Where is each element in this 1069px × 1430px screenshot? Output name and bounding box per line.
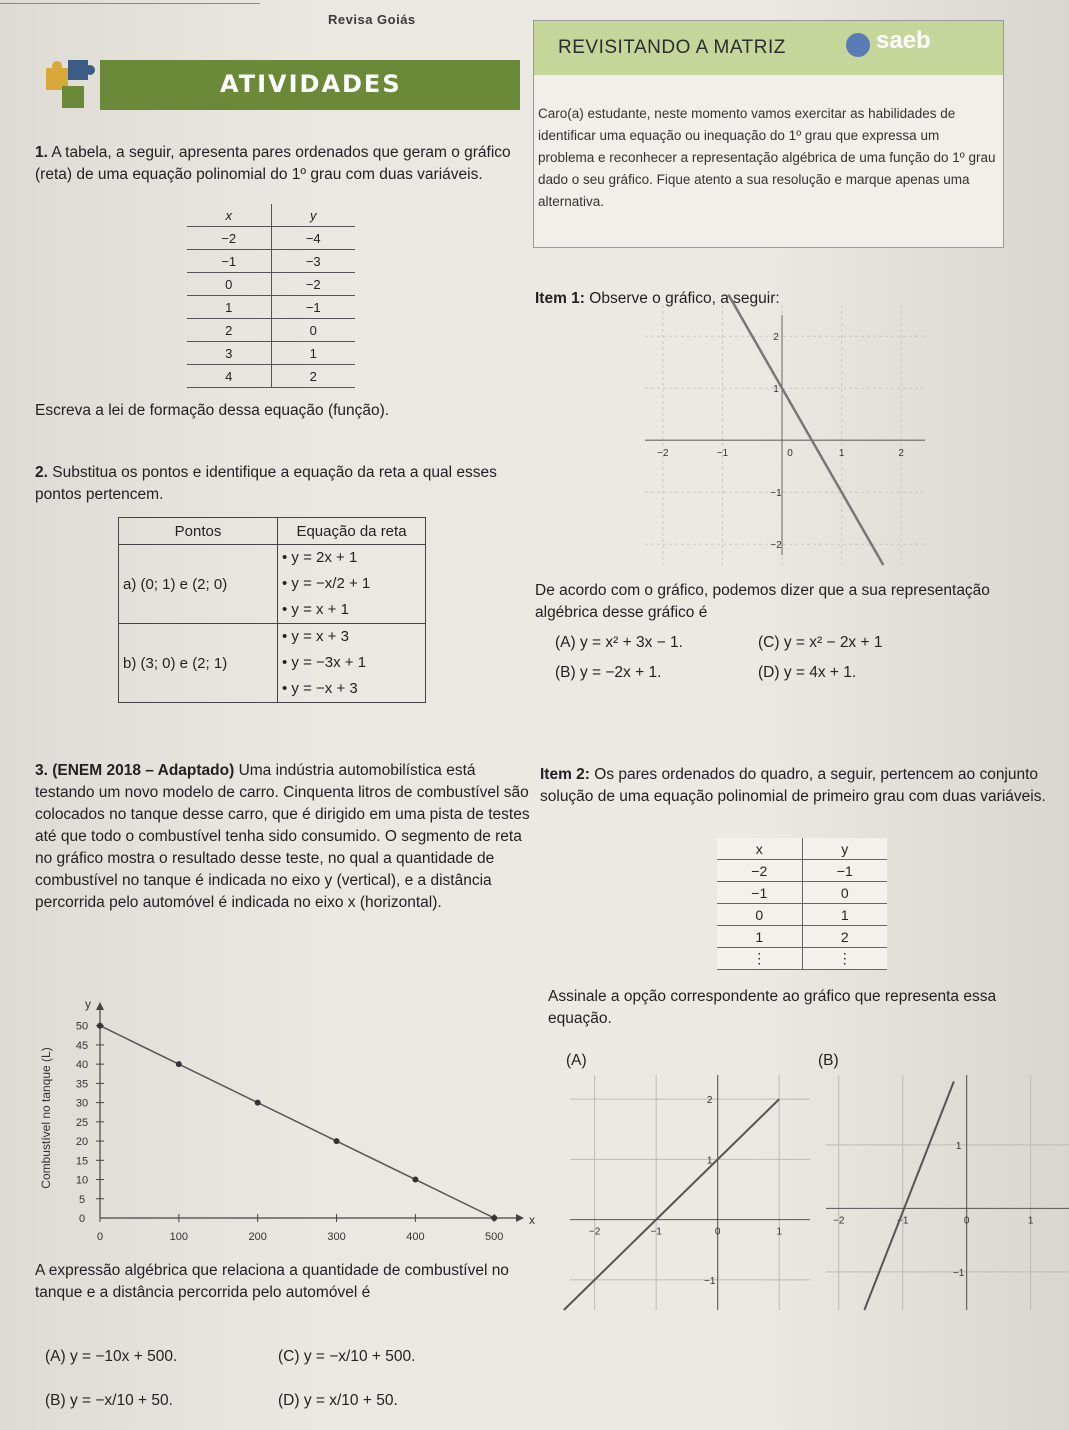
q1-table-cell: 2 [271,365,355,388]
x-tick-label: 0 [963,1215,970,1227]
q1-table-cell: 1 [271,342,355,365]
q2-statement [35,462,525,506]
item2-table [717,838,887,970]
q3-title: 3. (ENEM 2018 – Adaptado) [35,762,235,779]
item2-table-row [717,904,887,926]
x-axis-letter: x [529,1213,535,1227]
x-tick-label: −1 [716,448,729,460]
data-point [334,1138,340,1144]
y-tick-label: 2 [706,1095,713,1107]
q1-table-cell: −3 [271,250,355,273]
x-tick-label: −1 [897,1215,909,1227]
saeb-logo-text: saeb [876,27,931,54]
q2-row-b-eq-3[interactable]: • y = −x + 3 [282,680,358,697]
x-tick-label: −2 [657,448,669,460]
item2-label: Item 2: [540,766,590,783]
q1-table-cell: −2 [271,273,355,296]
q1-table-cell: 0 [271,319,355,342]
y-tick-label: 2 [773,332,779,344]
q1-instruction: Escreva a lei de formação dessa equação (função). [35,402,390,419]
y-tick-label: 30 [75,1097,89,1110]
saeb-logo-icon [846,33,870,57]
item2-text: Os pares ordenados do quadro, a seguir, pertencem ao conjunto solução de uma equação polinomial de primeiro grau com duas variáveis. [540,766,1046,805]
item2-table-row [717,882,887,904]
data-point [412,1177,418,1183]
x-tick-label: 0 [714,1226,721,1238]
q3-option-a[interactable]: (A) y = −10x + 500. [45,1348,178,1365]
y-tick-label: −2 [770,540,782,552]
q1-table-header-x: x [187,204,271,227]
x-tick-label: 500 [485,1231,504,1243]
top-rule [0,3,260,4]
item1-option-b[interactable]: (B) y = −2x + 1. [555,664,662,681]
item2-question: Assinale a opção correspondente ao gráfico que representa essa equação. [548,988,997,1027]
item2-table-cell: 0 [717,904,802,926]
matriz-box [533,20,1004,248]
q1-table-row [187,296,355,319]
q2-row-a-eq-2[interactable]: • y = −x/2 + 1 [282,575,371,592]
q1-table-header-y: y [271,204,355,227]
item2-table-header-y: y [802,838,887,860]
item1-option-c[interactable]: (C) y = x² − 2x + 1 [758,634,883,651]
item2-table-cell: −1 [717,882,802,904]
data-point [255,1100,261,1106]
q2-text: Substitua os pontos e identifique a equação da reta a qual esses pontos pertencem. [35,464,497,503]
q1-table-row [187,319,355,342]
q2-number: 2. [35,464,48,481]
q3-option-c[interactable]: (C) y = −x/10 + 500. [278,1348,416,1365]
q2-row-a-points: a) (0; 1) e (2; 0) [119,545,278,624]
y-tick-label: 0 [78,1213,86,1225]
q1-table [187,204,355,388]
item2-option-a-label[interactable]: (A) [566,1052,587,1069]
q1-statement [35,142,515,186]
x-tick-label: −2 [833,1215,845,1227]
y-tick-label: 45 [75,1039,89,1052]
y-tick-label: −1 [952,1267,965,1279]
graph-line [864,1081,954,1310]
q3-option-d[interactable]: (D) y = x/10 + 50. [278,1392,398,1409]
q1-table-row [187,365,355,388]
data-point [491,1215,497,1221]
q1-table-row [187,342,355,365]
item2-table-cell: ⋮ [717,948,802,970]
item2-table-cell: 1 [802,904,887,926]
item2-graph-a[interactable] [570,1075,810,1310]
item1-option-a[interactable]: (A) y = x² + 3x − 1. [555,634,683,651]
item1-text: Observe o gráfico, a seguir: [589,290,780,307]
q1-table-cell: 0 [187,273,271,296]
y-axis-label: Combustível no tanque (L) [39,1047,53,1189]
item2-table-row [717,926,887,948]
y-tick-label: 1 [773,384,779,396]
item1-label: Item 1: [535,290,585,307]
y-tick-label: 35 [75,1078,89,1091]
graph-line [564,1099,779,1310]
x-tick-label: 100 [169,1231,189,1243]
y-tick-label: 20 [75,1136,89,1149]
x-tick-label: 200 [248,1231,267,1243]
item1-option-d[interactable]: (D) y = 4x + 1. [758,664,857,681]
item2-table-cell: −1 [802,860,887,882]
item2-table-cell: ⋮ [802,948,887,970]
q2-row-b-eq-2[interactable]: • y = −3x + 1 [282,654,367,671]
item2-table-cell: 0 [802,882,887,904]
item2-table-row [717,948,887,970]
q2-row-b-eq-1[interactable]: • y = x + 3 [282,628,349,645]
q2-table [118,517,426,703]
graph-line [728,295,883,565]
q3-statement [35,760,530,914]
q1-table-row [187,250,355,273]
item1-question: De acordo com o gráfico, podemos dizer que a sua representação algébrica desse gráfico é [535,582,990,621]
x-tick-label: 2 [898,448,904,460]
q3-text: Uma indústria automobilística está testando um novo modelo de carro. Cinquenta litros de combustível são colocados no tanque desse carro, que é dirigido em uma pista de testes até que todo o combustível tenha sido consumido. O segmento de reta no gráfico mostra o resultado desse teste, no qual a quantidade de combustível no tanque é indicada no eixo y (vertical), e a distância percorrida pelo automóvel é indicada no eixo x (horizontal). [35,762,530,911]
y-tick-label: 1 [706,1155,713,1167]
x-tick-label: 400 [406,1231,425,1243]
y-tick-label: −1 [770,488,782,500]
q1-table-cell: −4 [271,227,355,250]
q2-row-b-points: b) (3; 0) e (2; 1) [119,624,278,703]
banner-title: ATIVIDADES [220,70,402,98]
item2-table-cell: −2 [717,860,802,882]
y-tick-label: 15 [75,1155,89,1168]
matriz-title: REVISITANDO A MATRIZ [558,37,786,58]
q1-table-cell: −2 [187,227,271,250]
item2-table-header-x: x [717,838,802,860]
q2-row-a-eq-3[interactable]: • y = x + 1 [282,601,349,618]
item2-table-row [717,860,887,882]
y-tick-label: 40 [75,1059,89,1072]
x-tick-label: −2 [588,1226,601,1238]
fuel-line [100,1026,494,1218]
x-tick-label: 300 [327,1231,346,1243]
q1-table-cell: 3 [187,342,271,365]
x-tick-label: 1 [838,448,845,460]
q2-col-pontos: Pontos [119,518,278,545]
atividades-banner [40,54,520,114]
y-tick-label: 10 [75,1174,89,1187]
y-tick-label: 50 [75,1020,89,1033]
x-tick-label: 1 [1027,1215,1034,1227]
data-point [97,1023,103,1029]
x-tick-label: 0 [787,448,793,460]
q1-text: A tabela, a seguir, apresenta pares ordenados que geram o gráfico (reta) de uma equação polinomial do 1º grau com duas variáveis. [35,144,511,183]
q1-table-cell: 1 [187,296,271,319]
brand-label: Revisa Goiás [328,12,416,27]
y-tick-label: −1 [703,1275,716,1287]
q3-chart [30,990,535,1250]
q1-table-cell: −1 [271,296,355,319]
x-tick-label: 1 [776,1226,783,1238]
y-tick-label: 25 [75,1116,89,1129]
y-tick-label: 1 [955,1140,962,1152]
item2-table-cell: 1 [717,926,802,948]
q2-row-a-eq-1[interactable]: • y = 2x + 1 [282,549,358,566]
q1-table-cell: 2 [187,319,271,342]
q1-table-cell: −1 [187,250,271,273]
q3-option-b[interactable]: (B) y = −x/10 + 50. [45,1392,173,1409]
q1-table-cell: 4 [187,365,271,388]
item2-statement [540,764,1055,808]
x-tick-label: 0 [96,1231,104,1243]
item1-graph [645,305,925,565]
y-tick-label: 5 [78,1193,86,1206]
data-point [176,1061,182,1067]
item2-option-b-label[interactable]: (B) [818,1052,839,1069]
item2-graph-b[interactable] [826,1075,1069,1310]
item2-table-cell: 2 [802,926,887,948]
q2-col-equacao: Equação da reta [278,518,426,545]
q3-question: A expressão algébrica que relaciona a quantidade de combustível no tanque e a distância percorrida pelo automóvel é [35,1262,509,1301]
q1-table-row [187,227,355,250]
y-axis-arrow [96,1002,104,1010]
x-tick-label: −1 [650,1226,662,1238]
q1-table-row [187,273,355,296]
y-axis-letter: y [85,997,91,1011]
q1-number: 1. [35,144,48,161]
matriz-text: Caro(a) estudante, neste momento vamos exercitar as habilidades de identificar uma equação ou inequação do 1º grau que expressa um problema e reconhecer a representação algébrica de uma função do 1º grau dado o seu gráfico. Fique atento a sua resolução e marque apenas uma alternativa. [538,106,996,209]
